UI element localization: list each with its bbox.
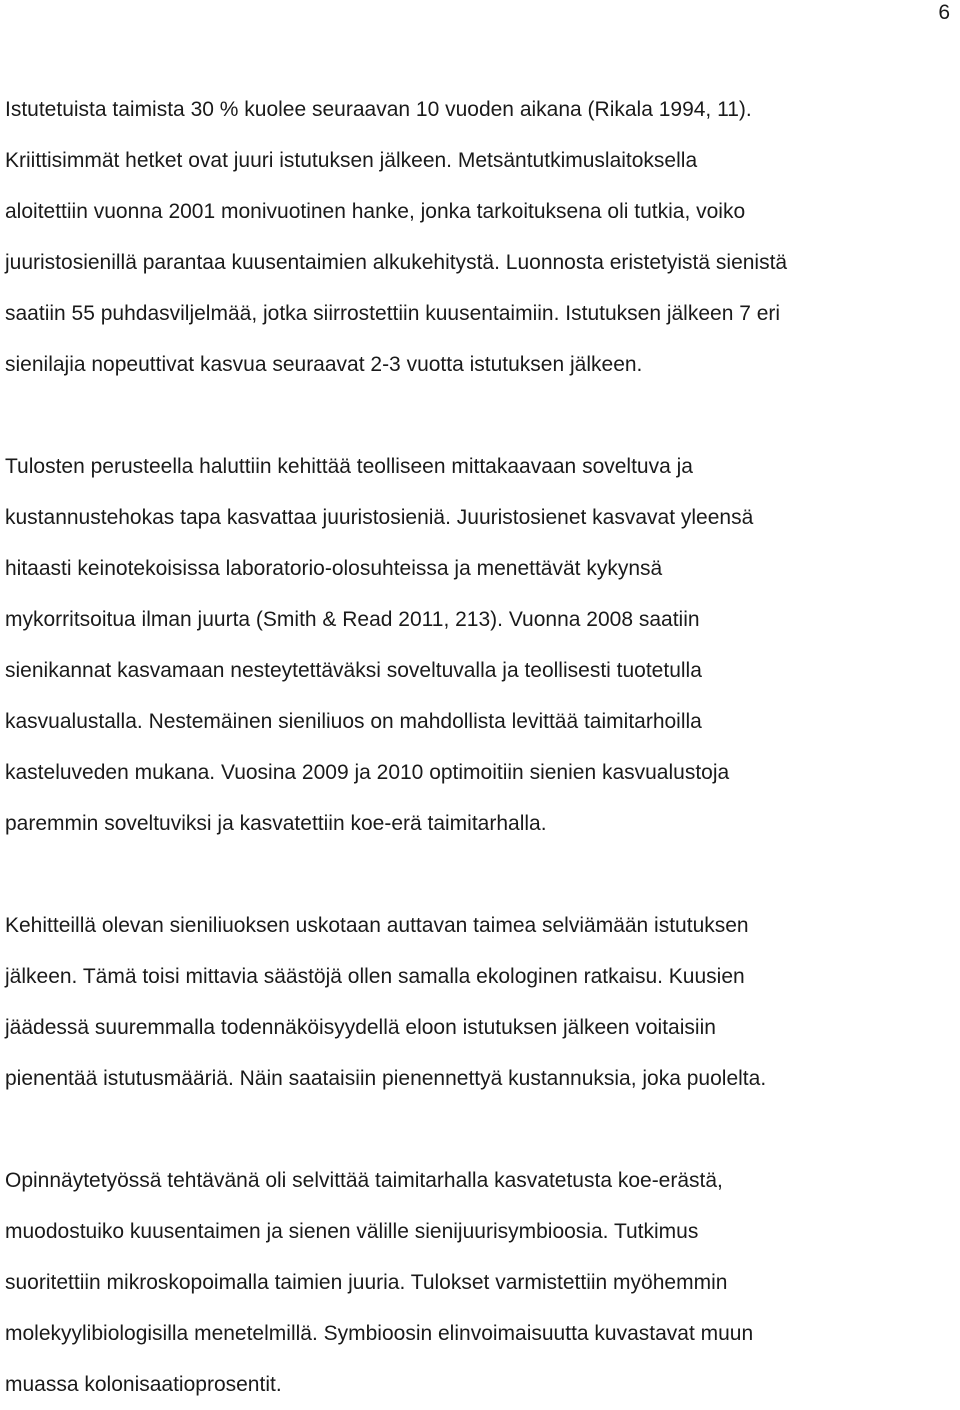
text-line: kustannustehokas tapa kasvattaa juuristosieniä. Juuristosienet kasvavat yleensä [5,506,754,529]
text-line: kasvualustalla. Nestemäinen sieniliuos on mahdollista levittää taimitarhoilla [5,710,702,733]
text-line: Istutetuista taimista 30 % kuolee seuraavan 10 vuoden aikana (Rikala 1994, 11). [5,98,752,121]
text-line: sienilajia nopeuttivat kasvua seuraavat 2-3 vuotta istutuksen jälkeen. [5,353,643,376]
text-line: sienikannat kasvamaan nesteytettäväksi soveltuvalla ja teollisesti tuotetulla [5,659,702,682]
text-line: jäädessä suuremmalla todennäköisyydellä eloon istutuksen jälkeen voitaisiin [5,1016,716,1039]
page-number: 6 [938,1,950,24]
paragraph-2 [5,441,953,849]
text-line: hitaasti keinotekoisissa laboratorio-olosuhteissa ja menettävät kykynsä [5,557,663,580]
text-line: molekyylibiologisilla menetelmillä. Symbioosin elinvoimaisuutta kuvastavat muun [5,1322,754,1345]
text-line: suoritettiin mikroskopoimalla taimien juuria. Tulokset varmistettiin myöhemmin [5,1271,728,1294]
text-line: Tulosten perusteella haluttiin kehittää teolliseen mittakaavaan soveltuva ja [5,455,693,478]
text-line: muodostuiko kuusentaimen ja sienen välille sienijuurisymbioosia. Tutkimus [5,1220,699,1243]
paragraph-3 [5,900,953,1104]
text-line: aloitettiin vuonna 2001 monivuotinen hanke, jonka tarkoituksena oli tutkia, voiko [5,200,746,223]
paragraph-1 [5,84,953,390]
text-line: pienentää istutusmääriä. Näin saataisiin pienennettyä kustannuksia, joka puolelta. [5,1067,767,1090]
body-text [5,84,953,1410]
paragraph-4 [5,1155,953,1410]
text-line: saatiin 55 puhdasviljelmää, jotka siirrostettiin kuusentaimiin. Istutuksen jälkeen 7 eri [5,302,781,325]
text-line: Kehitteillä olevan sieniliuoksen uskotaan auttavan taimea selviämään istutuksen [5,914,749,937]
text-line: jälkeen. Tämä toisi mittavia säästöjä ollen samalla ekologinen ratkaisu. Kuusien [5,965,745,988]
text-line: Opinnäytetyössä tehtävänä oli selvittää taimitarhalla kasvatetusta koe-erästä, [5,1169,723,1192]
text-line: kasteluveden mukana. Vuosina 2009 ja 2010 optimoitiin sienien kasvualustoja [5,761,730,784]
text-line: Kriittisimmät hetket ovat juuri istutuksen jälkeen. Metsäntutkimuslaitoksella [5,149,698,172]
text-line: juuristosienillä parantaa kuusentaimien alkukehitystä. Luonnosta eristetyistä sienistä [5,251,788,274]
text-line: mykorritsoitua ilman juurta (Smith & Read 2011, 213). Vuonna 2008 saatiin [5,608,700,631]
text-line: muassa kolonisaatioprosentit. [5,1373,282,1396]
text-line: paremmin soveltuviksi ja kasvatettiin koe-erä taimitarhalla. [5,812,547,835]
